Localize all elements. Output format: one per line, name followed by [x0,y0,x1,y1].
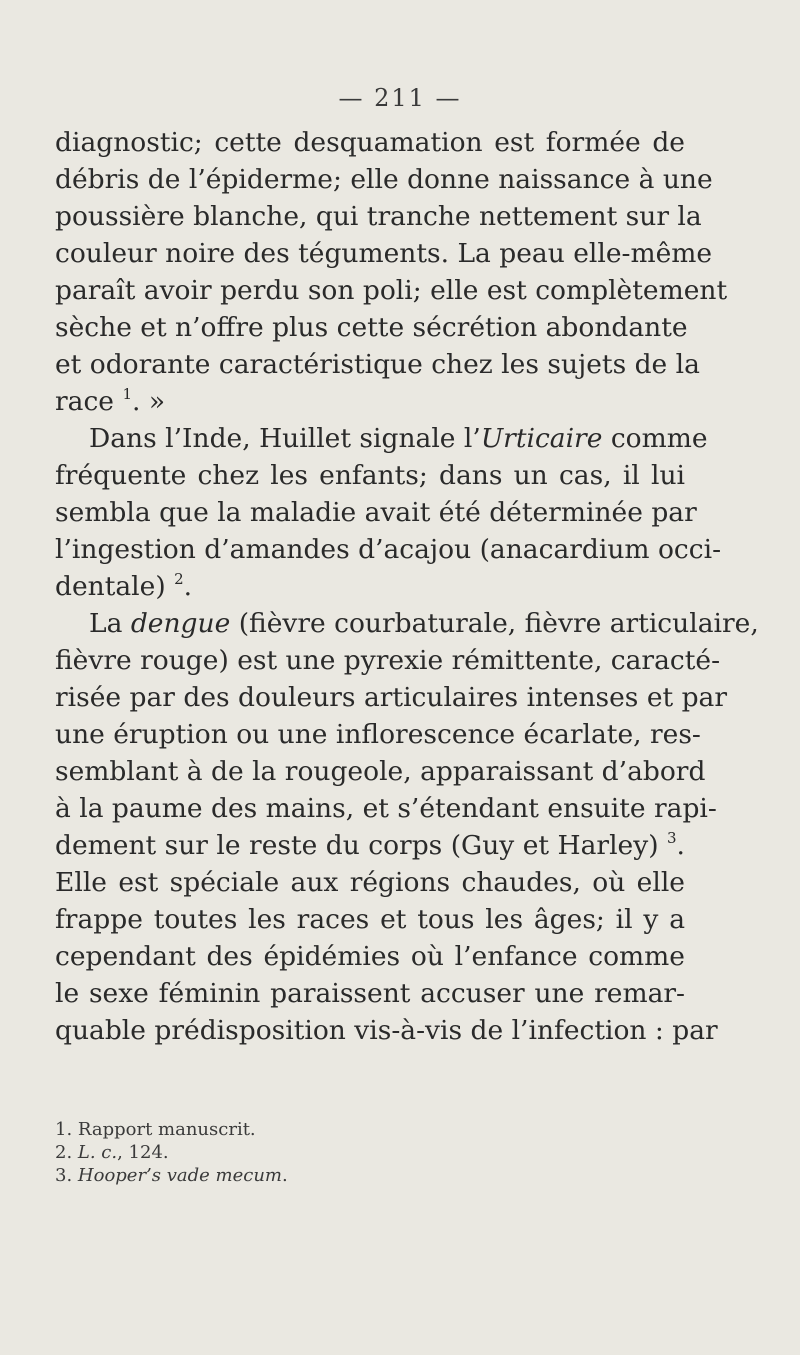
emphasis-term: L. c. [77,1142,118,1163]
text-line: diagnostic; cette desquamation est formée de [55,127,685,158]
text-line: cependant des épidémies où l’enfance comme [55,941,685,972]
text-line [55,383,685,420]
footnote-1: 1. Rapport manuscrit. [55,1119,256,1140]
text-line: sèche et n’offre plus cette sécrétion abondante [55,312,688,343]
text-fragment: . » [131,386,166,417]
footnote-ref: 1 [122,385,132,403]
text-fragment: . [282,1165,288,1186]
text-line [55,827,685,864]
text-line: le sexe féminin paraissent accuser une remar- [55,978,685,1009]
emphasis-term: dengue [130,608,231,639]
text-fragment: , 124. [117,1142,169,1163]
text-line: une éruption ou une inflorescence écarlate, res- [55,719,701,750]
page-number: — 211 — [338,84,462,112]
emphasis-term: Hooper’s vade mecum [77,1165,282,1186]
footnote-ref: 3 [667,829,677,847]
text-fragment: . [183,571,193,602]
text-fragment: . [676,830,685,861]
text-fragment: La [89,608,131,639]
text-line: semblant à de la rougeole, apparaissant d’abord [55,756,706,787]
footnote-2 [55,1141,685,1164]
text-line: fréquente chez les enfants; dans un cas, il lui [55,460,685,491]
footnote-ref: 2 [174,570,184,588]
text-fragment: 3. [55,1165,78,1186]
body-text [55,124,759,1049]
footnotes [55,1118,685,1187]
text-fragment: dement sur le reste du corps (Guy et Harley) [55,830,659,861]
text-line: l’ingestion d’amandes d’acajou (anacardium occi- [55,534,722,565]
text-line: couleur noire des téguments. La peau elle-même [55,238,713,269]
text-line: risée par des douleurs articulaires intenses et par [55,682,728,713]
emphasis-term: Urticaire [480,423,603,454]
text-line: paraît avoir perdu son poli; elle est complètement [55,275,728,306]
text-line [55,605,759,642]
text-fragment: Dans l’Inde, Huillet signale l’ [89,423,481,454]
text-line: fièvre rouge) est une pyrexie rémittente, caracté- [55,645,721,676]
text-line [55,568,685,605]
text-fragment: (fièvre courbaturale, fièvre articulaire, [230,608,759,639]
footnote-3 [55,1164,685,1187]
text-line: poussière blanche, qui tranche nettement sur la [55,201,702,232]
text-line: et odorante caractéristique chez les sujets de la [55,349,700,380]
text-line: débris de l’épiderme; elle donne naissance à une [55,164,713,195]
text-line: à la paume des mains, et s’étendant ensuite rapi- [55,793,717,824]
text-line [55,420,708,457]
text-fragment: dentale) [55,571,166,602]
text-line: sembla que la maladie avait été déterminée par [55,497,697,528]
text-line: frappe toutes les races et tous les âges; il y a [55,904,685,935]
text-line: quable prédisposition vis-à-vis de l’infection : par [55,1015,718,1046]
text-line: Elle est spéciale aux régions chaudes, où elle [55,867,685,898]
text-fragment: comme [602,423,708,454]
text-fragment: race [55,386,114,417]
text-fragment: 2. [55,1142,78,1163]
